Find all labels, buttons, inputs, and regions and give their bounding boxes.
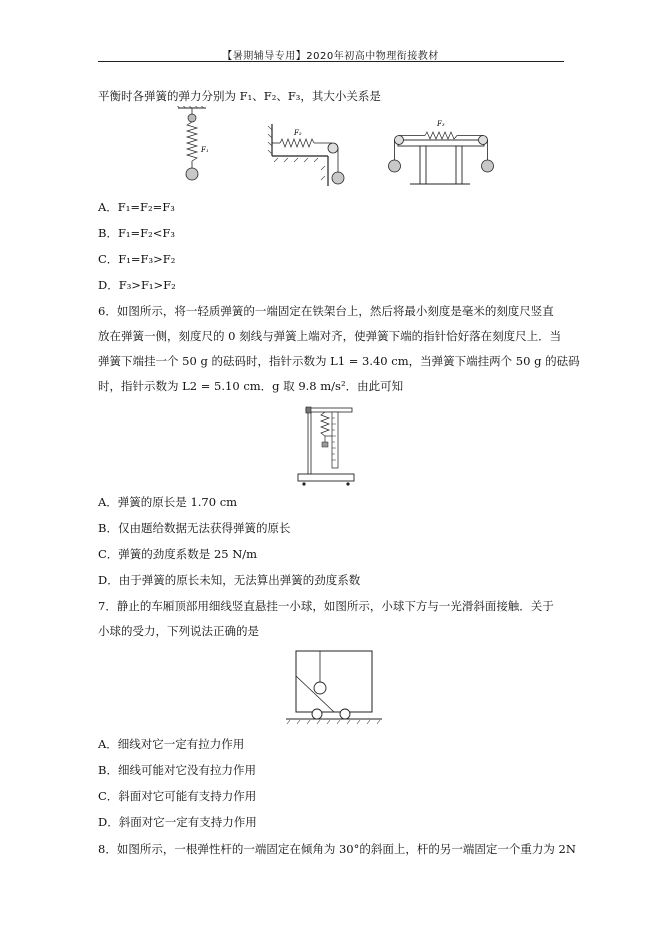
label-f3: F₃	[437, 120, 445, 128]
table-two-pulley-setup	[389, 120, 494, 184]
q6-stem-line: 6．如图所示，将一轻质弹簧的一端固定在铁架台上，然后将最小刻度是毫米的刻度尺竖直	[98, 304, 554, 318]
q7-option-a: A．细线对它一定有拉力作用	[98, 737, 245, 751]
iron-stand-figure	[296, 404, 360, 486]
q7-stem-line: 小球的受力，下列说法正确的是	[98, 624, 259, 638]
wall-pulley-setup	[268, 124, 344, 186]
q7-option-b: B．细线可能对它没有拉力作用	[98, 763, 256, 777]
page-header: 【暑期辅导专用】2020年初高中物理衔接教材	[222, 51, 439, 62]
q6-stem-line: 放在弹簧一侧，刻度尺的 0 刻线与弹簧上端对齐，使弹簧下端的指针恰好落在刻度尺上．当	[98, 329, 562, 343]
q6-option-c: C．弹簧的劲度系数是 25 N/m	[98, 547, 258, 561]
q6-stem-line: 弹簧下端挂一个 50 g 的砝码时，指针示数为 L1 = 3.40 cm，当弹簧下端挂两个 50 g 的砝码	[98, 354, 580, 368]
q7-stem-line: 7．静止的车厢顶部用细线竖直悬挂一小球，如图所示，小球下方与一光滑斜面接触．关于	[98, 599, 554, 613]
q5-option-b: B．F₁=F₂<F₃	[98, 226, 175, 240]
q8-stem: 8．如图所示，一根弹性杆的一端固定在倾角为 30°的斜面上，杆的另一端固定一个重力为 2N	[98, 842, 576, 856]
carriage-figure	[286, 648, 382, 728]
q7-option-c: C．斜面对它可能有支持力作用	[98, 789, 257, 803]
label-f1: F₁	[201, 146, 209, 154]
q7-option-d: D．斜面对它一定有支持力作用	[98, 815, 257, 829]
q7-stem	[98, 594, 568, 644]
q6-option-b: B．仅由题给数据无法获得弹簧的原长	[98, 521, 291, 535]
q5-option-a: A．F₁=F₂=F₃	[98, 200, 175, 214]
q5-stem: 平衡时各弹簧的弹力分别为 F₁、F₂、F₃，其大小关系是	[98, 89, 381, 103]
q6-option-d: D．由于弹簧的原长未知，无法算出弹簧的劲度系数	[98, 573, 361, 587]
header-divider	[98, 61, 564, 62]
spring-setups-figure	[170, 106, 500, 186]
hanging-spring-setup	[176, 106, 209, 180]
q6-stem	[98, 299, 580, 399]
label-f2: F₂	[294, 129, 302, 137]
q5-option-c: C．F₁=F₃>F₂	[98, 252, 176, 266]
q6-stem-line: 时，指针示数为 L2 = 5.10 cm．g 取 9.8 m/s²．由此可知	[98, 379, 404, 393]
q6-option-a: A．弹簧的原长是 1.70 cm	[98, 495, 238, 509]
q5-option-d: D．F₃>F₁>F₂	[98, 278, 176, 292]
